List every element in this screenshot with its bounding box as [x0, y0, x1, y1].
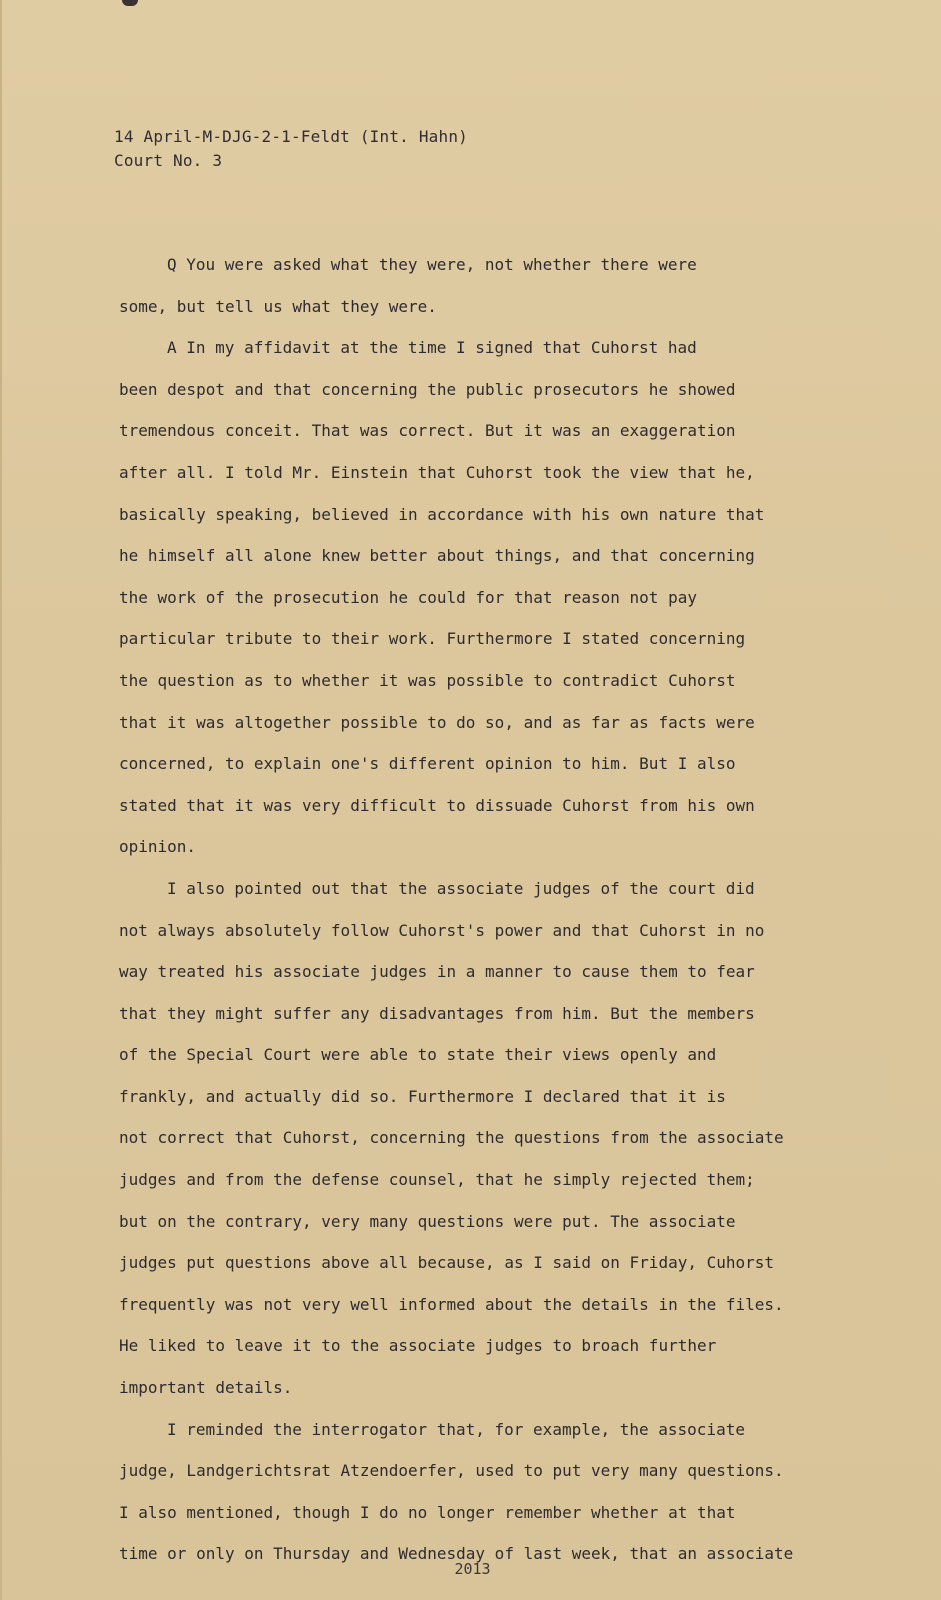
text-line: I reminded the interrogator that, for example, the associate [167, 1419, 745, 1439]
text-line: some, but tell us what they were. [119, 296, 437, 316]
text-line: time or only on Thursday and Wednesday of last week, that an associate [119, 1544, 794, 1564]
text-line: the work of the prosecution he could for that reason not pay [119, 587, 697, 607]
text-line: frankly, and actually did so. Furthermore I declared that it is [119, 1086, 726, 1106]
text-line: been despot and that concerning the public prosecutors he showed [119, 379, 736, 399]
text-line: particular tribute to their work. Furthermore I stated concerning [119, 629, 746, 649]
text-line: after all. I told Mr. Einstein that Cuhorst took the view that he, [119, 462, 755, 482]
header-court: Court No. 3 [114, 151, 223, 170]
text-line: important details. [119, 1378, 293, 1398]
text-line: opinion. [119, 837, 197, 857]
text-line: he himself all alone knew better about things, and that concerning [119, 546, 755, 566]
document-header [114, 125, 468, 173]
header-reference: 14 April-M-DJG-2-1-Feldt (Int. Hahn) [114, 127, 468, 146]
text-line: judges and from the defense counsel, that he simply rejected them; [119, 1170, 755, 1190]
text-line: not always absolutely follow Cuhorst's power and that Cuhorst in no [119, 920, 765, 940]
text-line: but on the contrary, very many questions were put. The associate [119, 1211, 736, 1231]
punch-mark [122, 0, 138, 6]
text-line: I also pointed out that the associate judges of the court did [167, 878, 755, 898]
text-line: tremendous conceit. That was correct. But it was an exaggeration [119, 421, 736, 441]
text-line: He liked to leave it to the associate judges to broach further [119, 1336, 717, 1356]
page-number: 2013 [454, 1560, 491, 1578]
text-line: that it was altogether possible to do so, and as far as facts were [119, 712, 755, 732]
text-line: way treated his associate judges in a manner to cause them to fear [119, 962, 755, 982]
text-line: I also mentioned, though I do no longer remember whether at that [119, 1502, 736, 1522]
text-line: stated that it was very difficult to dissuade Cuhorst from his own [119, 795, 755, 815]
text-line: that they might suffer any disadvantages from him. But the members [119, 1003, 755, 1023]
text-line: judges put questions above all because, as I said on Friday, Cuhorst [119, 1253, 775, 1273]
text-line: concerned, to explain one's different opinion to him. But I also [119, 754, 736, 774]
text-line: basically speaking, believed in accordance with his own nature that [119, 504, 765, 524]
text-line: A In my affidavit at the time I signed that Cuhorst had [167, 338, 697, 358]
text-line: not correct that Cuhorst, concerning the questions from the associate [119, 1128, 784, 1148]
text-line: the question as to whether it was possible to contradict Cuhorst [119, 670, 736, 690]
text-line: judge, Landgerichtsrat Atzendoerfer, used to put very many questions. [119, 1461, 784, 1481]
text-line: of the Special Court were able to state their views openly and [119, 1045, 717, 1065]
text-line: frequently was not very well informed about the details in the files. [119, 1294, 784, 1314]
text-line: Q You were asked what they were, not whether there were [167, 255, 697, 274]
transcript-body [119, 244, 849, 1575]
